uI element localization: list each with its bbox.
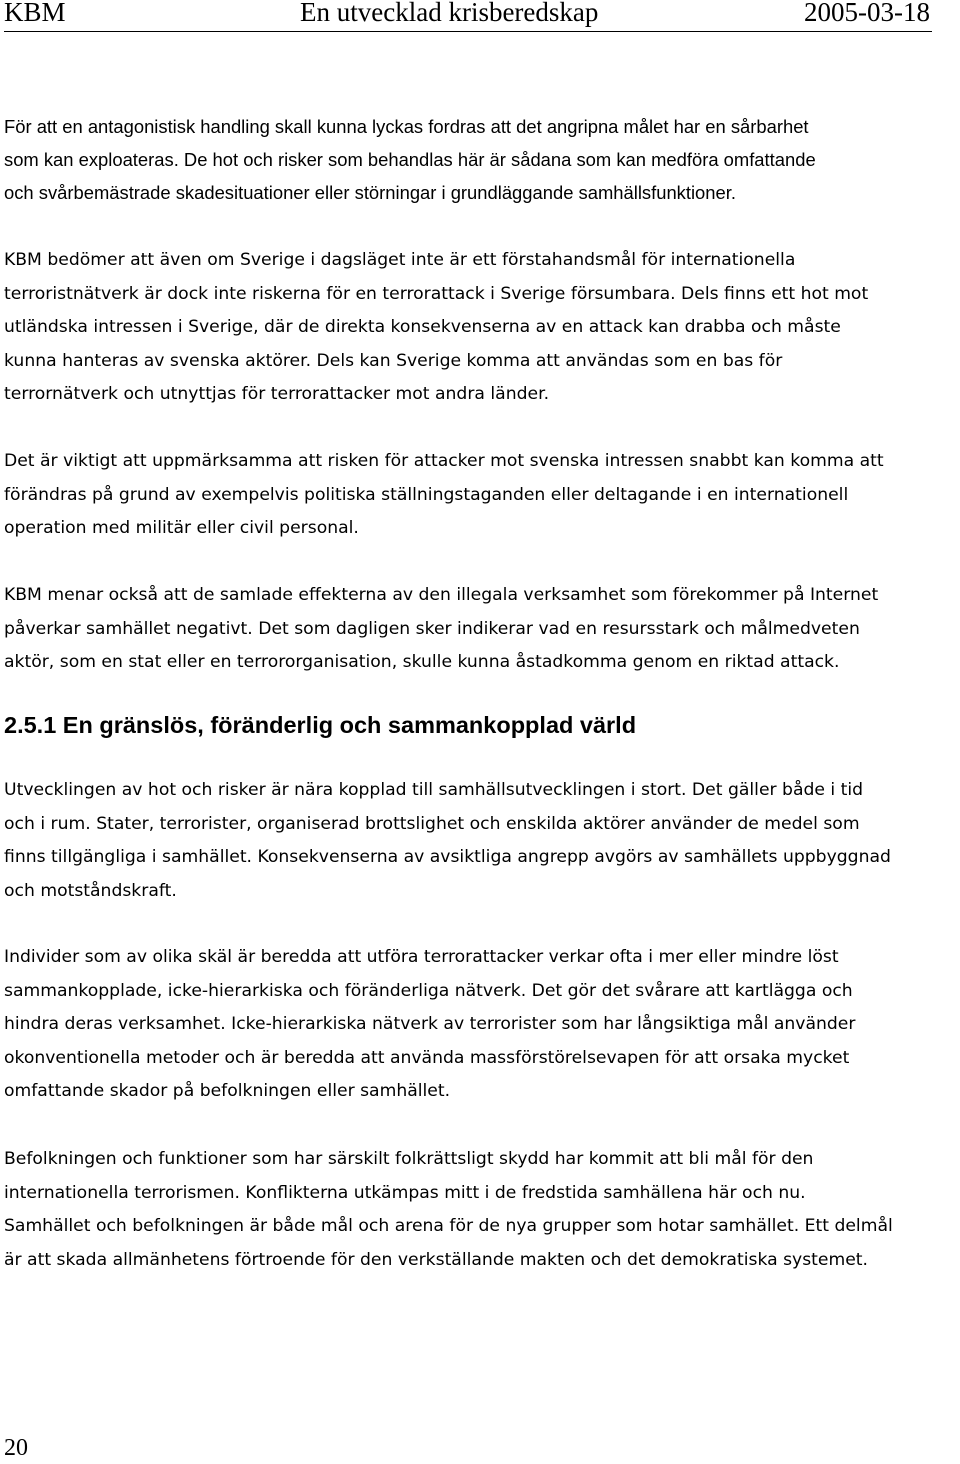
paragraph-intro xyxy=(4,110,956,209)
paragraph-line: finns tillgängliga i samhället. Konsekvenserna av avsiktliga angrepp avgörs av samhällets uppbyggnad xyxy=(4,847,891,868)
section-heading: 2.5.1 En gränslös, föränderlig och sammankopplad värld xyxy=(4,712,637,738)
paragraph-line: aktör, som en stat eller en terrororganisation, skulle kunna åstadkomma genom en riktad attack. xyxy=(4,652,840,673)
paragraph-line: För att en antagonistisk handling skall kunna lyckas fordras att det angripna målet har en sårbarhet xyxy=(4,116,809,137)
paragraph-risk-change xyxy=(4,445,956,546)
header-org: KBM xyxy=(4,0,66,27)
paragraph-line: KBM menar också att de samlade effekterna av den illegala verksamhet som förekommer på Internet xyxy=(4,585,879,605)
paragraph-population xyxy=(4,1143,956,1277)
paragraph-networks xyxy=(4,941,956,1109)
header-date: 2005-03-18 xyxy=(804,0,930,27)
paragraph-line: Befolkningen och funktioner som har särskilt folkrättsligt skydd har kommit att bli mål för den xyxy=(4,1149,814,1169)
paragraph-line: operation med militär eller civil personal. xyxy=(4,518,359,539)
paragraph-development xyxy=(4,774,956,908)
paragraph-line: och i rum. Stater, terrorister, organiserad brottslighet och enskilda aktörer använder de medel som xyxy=(4,813,860,834)
paragraph-line: är att skada allmänhetens förtroende för den verkställande makten och det demokratiska systemet. xyxy=(4,1249,868,1270)
page-header xyxy=(0,0,960,32)
paragraph-line: påverkar samhället negativt. Det som dagligen sker indikerar vad en resursstark och målmedveten xyxy=(4,618,860,639)
paragraph-line: utländska intressen i Sverige, där de direkta konsekvenserna av en attack kan drabba och måste xyxy=(4,317,841,338)
paragraph-line: KBM bedömer att även om Sverige i dagsläget inte är ett förstahandsmål för internationella xyxy=(4,250,796,270)
paragraph-line: Det är viktigt att uppmärksamma att risken för attacker mot svenska intressen snabbt kan komma att xyxy=(4,451,884,471)
header-rule xyxy=(4,31,932,32)
paragraph-line: sammankopplade, icke-hierarkiska och föränderliga nätverk. Det gör det svårare att kartlägga och xyxy=(4,980,853,1001)
paragraph-line: internationella terrorismen. Konflikterna utkämpas mitt i de fredstida samhällena här och nu. xyxy=(4,1182,806,1203)
paragraph-line: okonventionella metoder och är beredda att använda massförstörelsevapen för att orsaka mycket xyxy=(4,1047,850,1068)
paragraph-line: hindra deras verksamhet. Icke-hierarkiska nätverk av terrorister som har långsiktiga mål använder xyxy=(4,1014,856,1035)
paragraph-line: omfattande skador på befolkningen eller samhället. xyxy=(4,1081,451,1102)
paragraph-line: terrornätverk och utnyttjas för terrorattacker mot andra länder. xyxy=(4,384,550,405)
paragraph-line: förändras på grund av exempelvis politiska ställningstaganden eller deltagande i en internationell xyxy=(4,484,849,505)
paragraph-line: kunna hanteras av svenska aktörer. Dels kan Sverige komma att användas som en bas för xyxy=(4,350,783,371)
paragraph-line: Individer som av olika skäl är beredda att utföra terrorattacker verkar ofta i mer eller mindre löst xyxy=(4,947,839,967)
paragraph-line: Utvecklingen av hot och risker är nära kopplad till samhällsutvecklingen i stort. Det gäller både i tid xyxy=(4,780,864,800)
paragraph-kbm-assessment xyxy=(4,244,956,412)
paragraph-internet xyxy=(4,579,956,680)
paragraph-line: Samhället och befolkningen är både mål och arena för de nya grupper som hotar samhället. Ett delmål xyxy=(4,1216,893,1237)
paragraph-line: och motståndskraft. xyxy=(4,880,177,901)
paragraph-line: och svårbemästrade skadesituationer eller störningar i grundläggande samhällsfunktioner. xyxy=(4,182,736,203)
paragraph-line: som kan exploateras. De hot och risker som behandlas här är sådana som kan medföra omfattande xyxy=(4,149,816,170)
page-number: 20 xyxy=(4,1435,28,1461)
header-title: En utvecklad krisberedskap xyxy=(300,0,599,27)
paragraph-line: terroristnätverk är dock inte riskerna för en terrorattack i Sverige försumbara. Dels finns ett hot mot xyxy=(4,283,869,304)
